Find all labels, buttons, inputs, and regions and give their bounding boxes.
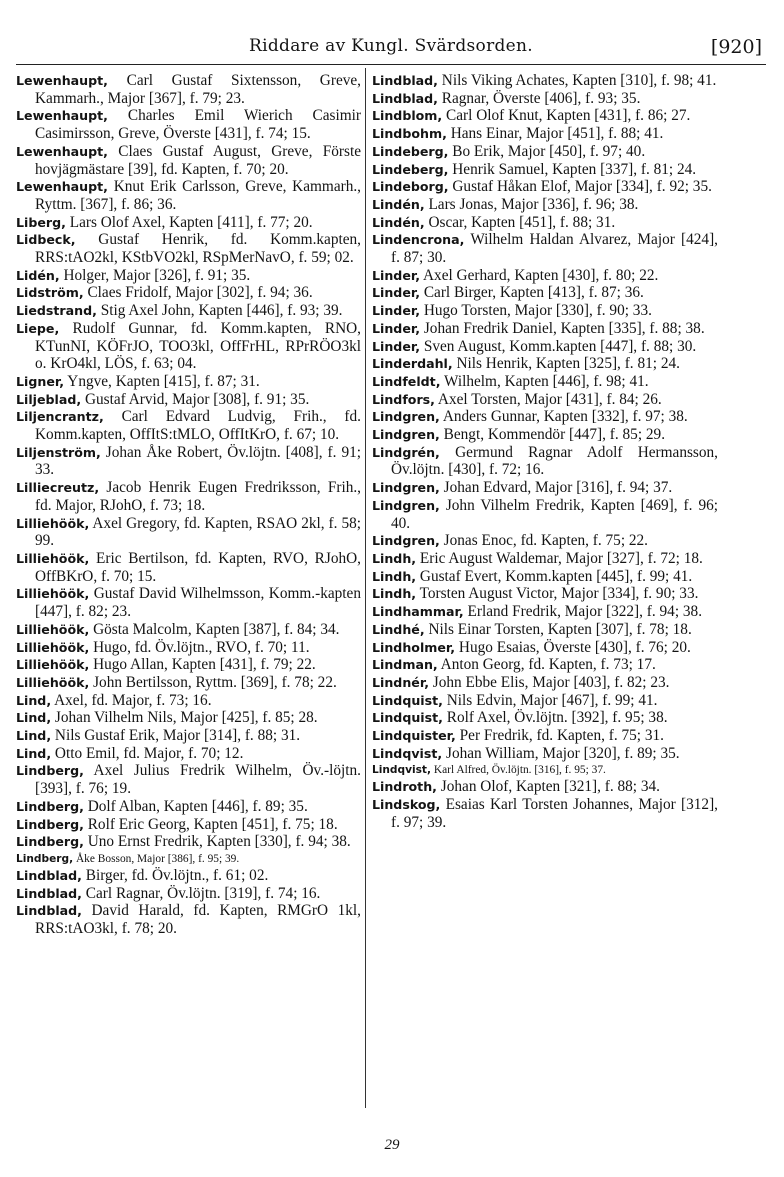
entry-surname: Linder,	[372, 267, 421, 283]
entry-surname: Lindgren,	[372, 427, 440, 443]
entry-surname: Lilliecreutz,	[16, 480, 100, 496]
entry-details: Nils Gustaf Erik, Major [314], f. 88; 31.	[51, 727, 301, 745]
entry-surname: Lind,	[16, 728, 52, 744]
entry-surname: Lindfors,	[372, 391, 435, 407]
entry-details: Axel Julius Fredrik Wilhelm, Öv.-löjtn. [393], f. 76; 19.	[35, 762, 361, 798]
right-column	[372, 72, 718, 832]
entry-details: Uno Ernst Fredrik, Kapten [330], f. 94; 38.	[83, 833, 351, 851]
entry-details: Axel Gregory, fd. Kapten, RSAO 2kl, f. 58; 99.	[35, 514, 361, 550]
list-item	[372, 107, 718, 125]
list-item	[372, 90, 718, 108]
entry-surname: Lilliehöök,	[16, 550, 90, 566]
entry-details: Bengt, Kommendör [447], f. 85; 29.	[439, 426, 666, 444]
list-item	[16, 267, 361, 285]
entry-details: Claes Gustaf August, Greve, Förste hovjägmästare [39], fd. Kapten, f. 70; 20.	[35, 142, 361, 178]
list-item	[16, 231, 361, 266]
list-item	[372, 302, 718, 320]
entry-surname: Lindberg,	[16, 798, 84, 814]
list-item	[372, 692, 718, 710]
entry-surname: Lidbeck,	[16, 232, 76, 248]
list-item	[372, 161, 718, 179]
entry-surname: Liberg,	[16, 214, 66, 230]
entry-surname: Lindeberg,	[372, 161, 449, 177]
list-item	[372, 214, 718, 232]
entry-details: Wilhelm Haldan Alvarez, Major [424], f. 87; 30.	[391, 231, 718, 267]
entry-surname: Lindroth,	[372, 779, 437, 795]
entry-surname: Lindberg,	[16, 816, 84, 832]
entry-surname: Lilliehöök,	[16, 621, 90, 637]
list-item	[372, 778, 718, 796]
entry-surname: Lindh,	[372, 586, 417, 602]
entry-surname: Lewenhaupt,	[16, 108, 108, 124]
entry-details: Hugo Torsten, Major [330], f. 90; 33.	[420, 302, 652, 320]
entry-details: Johan Åke Robert, Öv.löjtn. [408], f. 91; 33.	[35, 443, 361, 479]
entry-surname: Lind,	[16, 692, 52, 708]
entry-details: Axel, fd. Major, f. 73; 16.	[51, 691, 212, 709]
list-item	[16, 674, 361, 692]
list-item	[372, 497, 718, 532]
column-divider	[365, 68, 366, 1108]
list-item	[16, 745, 361, 763]
list-item	[372, 568, 718, 586]
list-item	[372, 178, 718, 196]
entry-surname: Lindeborg,	[372, 179, 449, 195]
list-item	[16, 621, 361, 639]
list-item	[372, 72, 718, 90]
list-item	[16, 444, 361, 479]
list-item	[372, 532, 718, 550]
entry-surname: Lindberg,	[16, 852, 74, 865]
list-item	[16, 479, 361, 514]
entry-surname: Lindblom,	[372, 108, 443, 124]
entry-details: Ragnar, Överste [406], f. 93; 35.	[437, 89, 641, 107]
entry-details: Johan Olof, Kapten [321], f. 88; 34.	[436, 778, 661, 796]
list-item	[16, 692, 361, 710]
entry-surname: Lind,	[16, 710, 52, 726]
entry-surname: Lindblad,	[372, 73, 438, 88]
list-item	[372, 796, 718, 831]
entry-surname: Lindbohm,	[372, 126, 447, 142]
entry-details: Johan William, Major [320], f. 89; 35.	[442, 744, 680, 762]
entry-surname: Lindgren,	[372, 497, 440, 513]
entry-surname: Lindskog,	[372, 797, 441, 813]
list-item	[372, 320, 718, 338]
entry-surname: Lewenhaupt,	[16, 179, 108, 195]
list-item	[372, 338, 718, 356]
entry-details: Carl Ragnar, Öv.löjtn. [319], f. 74; 16.	[81, 884, 321, 902]
entry-details: Rolf Axel, Öv.löjtn. [392], f. 95; 38.	[442, 709, 668, 727]
entry-details: John Bertilsson, Ryttm. [369], f. 78; 22.	[89, 673, 337, 691]
entry-surname: Lindblad,	[16, 885, 82, 901]
list-item	[16, 816, 361, 834]
entry-surname: Lindman,	[372, 657, 438, 673]
entry-surname: Lindquister,	[372, 728, 456, 744]
page-number: 29	[384, 1137, 400, 1153]
entry-details: Nils Henrik, Kapten [325], f. 81; 24.	[452, 355, 680, 373]
entry-details: Eric Bertilson, fd. Kapten, RVO, RJohO, OffBKrO, f. 70; 15.	[35, 549, 361, 585]
entry-details: Gustaf Evert, Komm.kapten [445], f. 99; 41.	[416, 567, 693, 585]
entry-details: Wilhelm, Kapten [446], f. 98; 41.	[440, 372, 649, 390]
entry-surname: Lindén,	[372, 196, 425, 212]
entry-surname: Lindnér,	[372, 674, 429, 690]
entry-details: Hugo Esaias, Överste [430], f. 76; 20.	[455, 638, 691, 656]
entry-surname: Lilliehöök,	[16, 639, 90, 655]
list-item	[372, 674, 718, 692]
entry-surname: Lindberg,	[16, 763, 84, 779]
entry-details: Gösta Malcolm, Kapten [387], f. 84; 34.	[89, 620, 340, 638]
list-item	[16, 727, 361, 745]
entry-details: Nils Edvin, Major [467], f. 99; 41.	[442, 691, 658, 709]
entry-surname: Lindgren,	[372, 480, 440, 496]
entry-surname: Lilliehöök,	[16, 515, 90, 531]
entry-surname: Lilliehöök,	[16, 586, 90, 602]
entry-surname: Lindqvist,	[372, 764, 432, 777]
entry-details: Knut Erik Carlsson, Greve, Kammarh., Ryttm. [367], f. 86; 36.	[35, 178, 361, 213]
entry-details: Charles Emil Wierich Casimir Casimirsson, Greve, Överste [431], f. 74; 15.	[35, 107, 361, 143]
list-item	[372, 585, 718, 603]
list-item	[372, 444, 718, 479]
entry-surname: Lind,	[16, 745, 52, 761]
entry-details: Erland Fredrik, Major [322], f. 94; 38.	[463, 603, 703, 621]
list-item	[372, 479, 718, 497]
entry-surname: Lilliehöök,	[16, 657, 90, 673]
entry-details: Rudolf Gunnar, fd. Komm.kapten, RNO, KTunNI, KÖFrJO, TOO3kl, OffFrHL, RPrRÖO3kl o. KrO4kl, LÖS, f. 63; 04.	[35, 319, 361, 373]
entry-surname: Lindqvist,	[372, 745, 443, 761]
list-item	[372, 727, 718, 745]
list-item	[16, 762, 361, 797]
entry-details: Birger, fd. Öv.löjtn., f. 61; 02.	[81, 866, 269, 884]
list-item	[16, 851, 361, 867]
list-item	[16, 833, 361, 851]
list-item	[372, 426, 718, 444]
list-item	[16, 585, 361, 620]
entry-details: Germund Ragnar Adolf Hermansson, Öv.löjtn. [430], f. 72; 16.	[391, 443, 718, 479]
list-item	[372, 143, 718, 161]
entry-surname: Liljenström,	[16, 444, 101, 460]
entry-details: Esaias Karl Torsten Johannes, Major [312], f. 97; 39.	[391, 796, 718, 831]
entry-details: Carl Gustaf Sixtensson, Greve, Kammarh., Major [367], f. 79; 23.	[35, 72, 361, 107]
entry-details: Johan Fredrik Daniel, Kapten [335], f. 88; 38.	[420, 319, 705, 337]
entry-details: Jacob Henrik Eugen Fredriksson, Frih., fd. Major, RJohO, f. 73; 18.	[35, 479, 361, 514]
entry-details: Gustaf David Wilhelmsson, Komm.-kapten [447], f. 82; 23.	[35, 585, 361, 621]
list-item	[372, 603, 718, 621]
list-item	[16, 320, 361, 373]
entry-details: Johan Vilhelm Nils, Major [425], f. 85; 28.	[51, 709, 318, 727]
entry-details: John Vilhelm Fredrik, Kapten [469], f. 96; 40.	[391, 496, 718, 532]
list-item	[16, 408, 361, 443]
list-item	[16, 639, 361, 657]
entry-surname: Lindholmer,	[372, 639, 456, 655]
entry-details: David Harald, fd. Kapten, RMGrO 1kl, RRS:tAO3kl, f. 78; 20.	[35, 902, 361, 938]
entry-surname: Lilliehöök,	[16, 674, 90, 690]
entry-surname: Lindquist,	[372, 692, 443, 708]
entry-surname: Lindhammar,	[372, 604, 464, 620]
entry-surname: Liepe,	[16, 320, 60, 336]
entry-surname: Liedstrand,	[16, 303, 97, 319]
list-item	[16, 143, 361, 178]
entry-details: Carl Olof Knut, Kapten [431], f. 86; 27.	[442, 107, 691, 125]
entry-details: Hans Einar, Major [451], f. 88; 41.	[446, 125, 664, 143]
list-item	[372, 745, 718, 763]
list-item	[16, 214, 361, 232]
list-item	[16, 709, 361, 727]
entry-details: Lars Olof Axel, Kapten [411], f. 77; 20.	[65, 213, 313, 231]
entry-surname: Ligner,	[16, 373, 65, 389]
entry-details: Nils Einar Torsten, Kapten [307], f. 78; 18.	[424, 620, 692, 638]
entry-surname: Linder,	[372, 303, 421, 319]
entry-surname: Lidström,	[16, 285, 84, 301]
entry-details: Rolf Eric Georg, Kapten [451], f. 75; 18.	[83, 815, 338, 833]
entry-surname: Lindblad,	[16, 903, 82, 919]
list-item	[372, 391, 718, 409]
entry-surname: Lidén,	[16, 267, 60, 283]
list-item	[372, 196, 718, 214]
entry-details: Hugo Allan, Kapten [431], f. 79; 22.	[89, 656, 316, 674]
entry-details: Johan Edvard, Major [316], f. 94; 37.	[439, 479, 673, 497]
list-item	[16, 515, 361, 550]
entry-details: Eric August Waldemar, Major [327], f. 72; 18.	[416, 549, 703, 567]
entry-details: Yngve, Kapten [415], f. 87; 31.	[64, 372, 260, 390]
entry-details: Jonas Enoc, fd. Kapten, f. 75; 22.	[439, 532, 649, 550]
entry-details: Karl Alfred, Öv.löjtn. [316], f. 95; 37.	[431, 764, 606, 777]
list-item	[16, 178, 361, 213]
entry-surname: Linderdahl,	[372, 356, 453, 372]
list-item	[16, 373, 361, 391]
entry-surname: Lindeberg,	[372, 143, 449, 159]
list-item	[372, 267, 718, 285]
entry-surname: Lindblad,	[372, 90, 438, 106]
list-item	[372, 762, 718, 778]
entry-details: Oscar, Kapten [451], f. 88; 31.	[424, 213, 616, 231]
entry-details: Gustaf Arvid, Major [308], f. 91; 35.	[81, 390, 310, 408]
list-item	[372, 231, 718, 266]
list-item	[372, 709, 718, 727]
list-item	[372, 656, 718, 674]
list-item	[372, 408, 718, 426]
entry-surname: Lindberg,	[16, 834, 84, 850]
entry-details: Otto Emil, fd. Major, f. 70; 12.	[51, 744, 244, 762]
list-item	[16, 391, 361, 409]
entry-details: Dolf Alban, Kapten [446], f. 89; 35.	[83, 797, 308, 815]
entry-details: Stig Axel John, Kapten [446], f. 93; 39.	[96, 302, 343, 320]
list-item	[372, 284, 718, 302]
entry-details: Carl Edvard Ludvig, Frih., fd. Komm.kapten, OffItS:tMLO, OffItKrO, f. 67; 10.	[35, 408, 361, 444]
list-item	[16, 302, 361, 320]
list-item	[16, 72, 361, 107]
list-item	[16, 798, 361, 816]
page-label: [920]	[710, 36, 762, 58]
entry-details: Lars Jonas, Major [336], f. 96; 38.	[424, 195, 639, 213]
page-title: Riddare av Kungl. Svärdsorden.	[249, 36, 533, 56]
entry-surname: Lindquist,	[372, 710, 443, 726]
list-item	[16, 902, 361, 937]
header-rule	[16, 64, 766, 65]
list-item	[16, 284, 361, 302]
list-item	[372, 373, 718, 391]
list-item	[16, 867, 361, 885]
entry-details: Axel Torsten, Major [431], f. 84; 26.	[434, 390, 662, 408]
page-header	[16, 36, 766, 64]
entry-surname: Linder,	[372, 320, 421, 336]
entry-surname: Linder,	[372, 285, 421, 301]
entry-details: Axel Gerhard, Kapten [430], f. 80; 22.	[420, 266, 659, 284]
entry-surname: Lindgren,	[372, 409, 440, 425]
entry-details: Sven August, Komm.kapten [447], f. 88; 30.	[420, 337, 697, 355]
list-item	[372, 355, 718, 373]
entry-surname: Liljencrantz,	[16, 409, 104, 425]
entry-details: Anders Gunnar, Kapten [332], f. 97; 38.	[439, 408, 688, 426]
left-column	[16, 72, 361, 938]
entry-surname: Lindfeldt,	[372, 373, 441, 389]
entry-details: Gustaf Henrik, fd. Komm.kapten, RRS:tAO2kl, KStbVO2kl, RSpMerNavO, f. 59; 02.	[35, 231, 361, 267]
entry-details: Claes Fridolf, Major [302], f. 94; 36.	[83, 284, 313, 302]
entry-surname: Lindgren,	[372, 533, 440, 549]
entry-surname: Lindh,	[372, 550, 417, 566]
entry-details: Henrik Samuel, Kapten [337], f. 81; 24.	[448, 160, 697, 178]
entry-details: Torsten August Victor, Major [334], f. 90; 33.	[416, 585, 699, 603]
entry-surname: Liljeblad,	[16, 391, 82, 407]
entry-surname: Lewenhaupt,	[16, 143, 108, 159]
entry-surname: Lindblad,	[16, 867, 82, 883]
entry-details: Åke Bosson, Major [386], f. 95; 39.	[73, 852, 240, 865]
entry-surname: Lindgrén,	[372, 444, 440, 460]
list-item	[16, 107, 361, 142]
list-item	[16, 885, 361, 903]
entry-surname: Lindhé,	[372, 621, 425, 637]
entry-details: Per Fredrik, fd. Kapten, f. 75; 31.	[455, 727, 664, 745]
entry-details: Holger, Major [326], f. 91; 35.	[59, 266, 251, 284]
entry-details: Nils Viking Achates, Kapten [310], f. 98; 41.	[437, 72, 717, 89]
list-item	[372, 550, 718, 568]
list-item	[16, 550, 361, 585]
list-item	[372, 621, 718, 639]
entry-details: John Ebbe Elis, Major [403], f. 82; 23.	[428, 673, 670, 691]
entry-details: Anton Georg, fd. Kapten, f. 73; 17.	[437, 656, 656, 674]
entry-surname: Lindencrona,	[372, 232, 465, 248]
entry-details: Carl Birger, Kapten [413], f. 87; 36.	[420, 284, 644, 302]
entry-surname: Lindh,	[372, 568, 417, 584]
entry-details: Hugo, fd. Öv.löjtn., RVO, f. 70; 11.	[89, 638, 310, 656]
list-item	[372, 639, 718, 657]
entry-details: Gustaf Håkan Elof, Major [334], f. 92; 35.	[448, 178, 712, 196]
list-item	[372, 125, 718, 143]
entry-details: Bo Erik, Major [450], f. 97; 40.	[448, 142, 646, 160]
list-item	[16, 656, 361, 674]
entry-surname: Linder,	[372, 338, 421, 354]
entry-surname: Lewenhaupt,	[16, 73, 108, 88]
entry-surname: Lindén,	[372, 214, 425, 230]
